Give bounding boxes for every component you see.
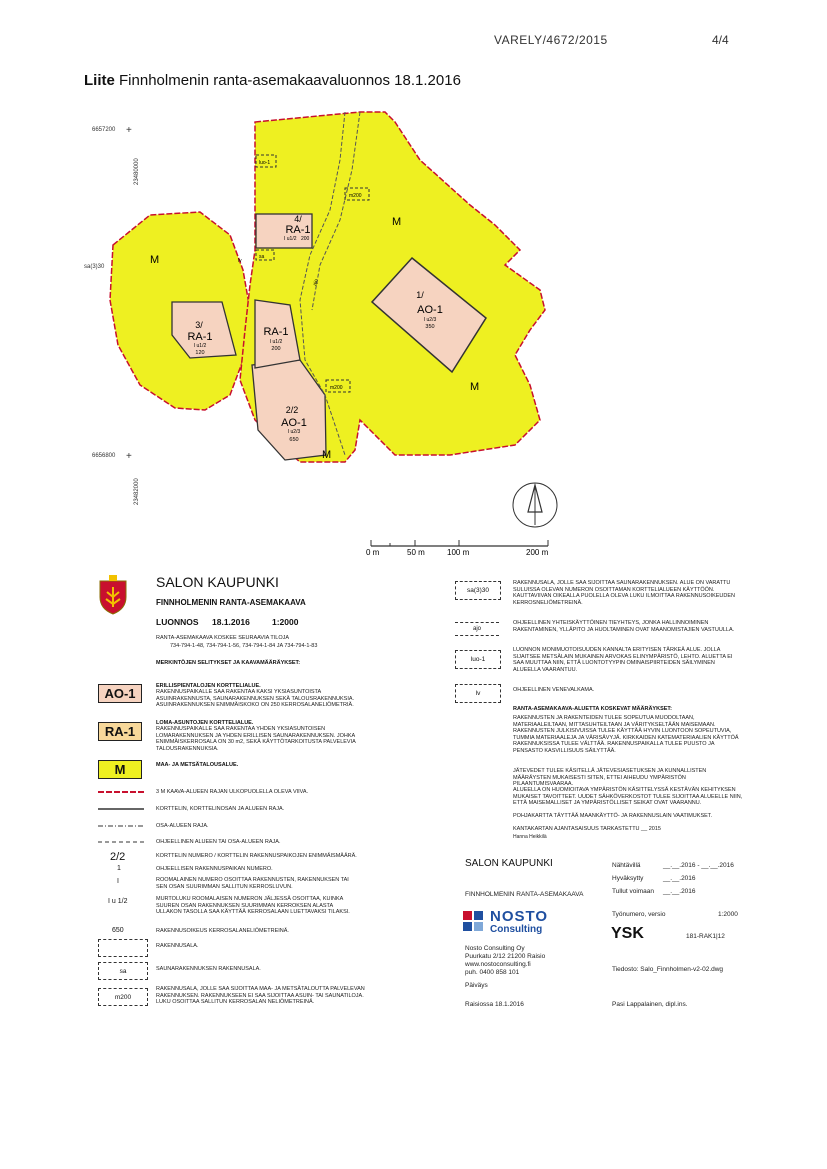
legend-general-4: POHJAKARTTA TÄYTTÄÄ MAANKÄYTTÖ- JA RAKENNUSLAIN VAATIMUKSET. <box>513 813 713 819</box>
tb-file: Tiedosto: Salo_Finnholmen-v2-02.dwg <box>612 966 724 973</box>
label-m200-top: m200 <box>349 193 362 199</box>
legend-sym-block: 2/2 <box>110 851 126 863</box>
page-number: 4/4 <box>712 33 729 47</box>
scale-200: 200 m <box>526 548 549 557</box>
tb-paivays: Päiväys <box>465 982 488 989</box>
ao1-bottom-num: 2/2 <box>285 405 299 415</box>
legend-building-text: RAKENNUSALA. <box>156 943 199 949</box>
legend-line-2: KORTTELIN, KORTTELINOSAN JA ALUEEN RAJA. <box>156 806 285 812</box>
tb-company-2: Consulting <box>490 924 543 935</box>
north-arrow-icon <box>513 483 557 527</box>
legend-sym-fraction: I u 1/2 <box>108 898 128 905</box>
scale-bar <box>371 540 548 546</box>
page-title <box>84 72 461 89</box>
scale-0: 0 m <box>366 548 380 557</box>
zoning-map <box>0 100 827 570</box>
legend-ra1-title: LOMA-ASUNTOJEN KORTTELIALUE. <box>156 720 254 726</box>
ra1-mid-code: RA-1 <box>263 326 289 338</box>
label-m-e: M <box>470 381 480 393</box>
legend-signature: Hanna Heikkilä <box>513 834 547 840</box>
ra1-mid-sub: I u1/2 <box>269 339 283 345</box>
legend-sa-text: SAUNARAKENNUKSEN RAKENNUSALA. <box>156 966 261 972</box>
crosshair-2: + <box>126 451 132 462</box>
tb-place-date: Raisiossa 18.1.2016 <box>465 1001 524 1008</box>
ao1-bottom-area: 650 <box>289 437 299 443</box>
legend-sym-area-text: RAKENNUSOIKEUS KERROSALANELIÖMETREINÄ. <box>156 928 289 934</box>
tb-hyvaksytty-val: __.__.2016 <box>663 875 696 882</box>
scale-50: 50 m <box>407 548 425 557</box>
legend-box-sa: sa <box>98 962 148 980</box>
tb-address-3: www.nostoconsulting.fi <box>465 961 531 968</box>
tb-ysk: YSK <box>611 925 644 942</box>
legend-sym-plot-text: OHJEELLISEN RAKENNUSPAIKAN NUMERO. <box>156 866 273 872</box>
tb-voimaan: Tullut voimaan <box>612 888 655 895</box>
tb-hyvaksytty: Hyväksytty <box>612 875 644 882</box>
legend-parcels: 734-794-1-48, 734-794-1-56, 734-794-1-84 JA 734-794-1-83 <box>170 643 318 649</box>
coord-east-1: 23480000 <box>134 158 140 185</box>
tb-nahtavilla: Nähtävillä <box>612 862 641 869</box>
ra1-top-code: RA-1 <box>285 224 311 236</box>
legend-line-4: OHJEELLINEN ALUEEN TAI OSA-ALUEEN RAJA. <box>156 839 281 845</box>
ra1-left-sub: I u1/2 <box>193 343 207 349</box>
legend-swatch-m: M <box>98 760 142 779</box>
legend-m-title: MAA- JA METSÄTALOUSALUE. <box>156 762 239 768</box>
tb-address-1: Nosto Consulting Oy <box>465 945 525 952</box>
legend-m200-text: RAKENNUSALA, JOLLE SAA SIJOITTAA MAA- JA METSÄTALOUTTA PALVELEVAN RAKENNUKSEN. RAKENNUKSEEN EI SAA SIJOITTAA ASUIN- TAI SAUNATILOJA. LUKU OSOITTAA SALLITUN KERROSALAN NELIÖMETREINÄ. <box>156 986 365 1005</box>
legend-sa330-text: RAKENNUSALA, JOLLE SAA SIJOITTAA SAUNARAKENNUKSEN. ALUE ON VARATTU SULUISSA OLEVAN NUMERON OSOITTAMAN KORTTELIALUEEN KÄYTTÖÖN. KAUTTAVIIVAN OIKEALLA PUOLELLA OLEVA LUKU ILMOITTAA RAKENNUSOIKEUDEN KERROSNELIÖMETREINÄ. <box>513 580 736 606</box>
legend-general-3: ALUEELLA ON HUOMIOITAVA YMPÄRISTÖN KÄSITTELYSSÄ KESTÄVÄN KEHITYKSEN MUKAISET TAVOITTEET. UUDET SÄHKÖVERKOSTOT TULEE SIJOITTAA ALUEELLE NIIN, ETTÄ MAISEMALLISET JA YMPÄRISTÖLLISET SEIKAT OVAT VAARANNU. <box>513 787 743 806</box>
ao1-top-sub: I u2/3 <box>423 317 437 323</box>
legend-line-1: 3 M KAAVA-ALUEEN RAJAN ULKOPUOLELLA OLEVA VIIVA. <box>156 789 309 795</box>
legend-line-3: OSA-ALUEEN RAJA. <box>156 823 209 829</box>
tb-company-1: NOSTO <box>490 908 549 925</box>
title-prefix: Liite <box>84 72 115 89</box>
legend-sym-floors: I <box>117 878 119 885</box>
legend-swatch-ra1: RA-1 <box>98 722 142 741</box>
title-text: Finnholmenin ranta-asemakaavaluonnos 18.1.2016 <box>119 72 461 89</box>
coord-north-1: 6657200 <box>92 127 116 133</box>
crosshair-1: + <box>126 125 132 136</box>
coord-north-2: 6656800 <box>92 453 116 459</box>
label-sa: sa <box>259 254 265 260</box>
tb-address-2: Puurkatu 2/12 21200 Raisio <box>465 953 546 960</box>
coord-east-2: 23482000 <box>134 478 140 505</box>
label-m-west: M <box>150 254 160 266</box>
legend-luo-text: LUONNON MONIMUOTOISUUDEN KANNALTA ERITYISEN TÄRKEÄ ALUE. JOLLA SIJAITSEE METSÄLAIN MUKAINEN ARVOKAS ELINYMPÄRISTÖ, LEHTO. ALUETTA EI SAA MUUTTAA NIIN, ETTÄ LUONTOTYYPIN OMINAISPIIRTEIDEN SÄILYMINEN ALUEELLA VAARANTUU. <box>513 647 733 673</box>
legend-sym-plot: 1 <box>117 865 121 872</box>
ra1-left-code: RA-1 <box>187 331 213 343</box>
tb-plan: FINNHOLMENIN RANTA-ASEMAKAAVA <box>465 891 584 898</box>
label-lv: lv <box>238 258 242 264</box>
tb-city: SALON KAUPUNKI <box>465 858 553 869</box>
ra1-top-sub: I u1/2 <box>284 236 297 242</box>
tb-voimaan-val: __.__.2016 <box>663 888 696 895</box>
legend-marks-heading: MERKINTÖJEN SELITYKSET JA KAAVAMÄÄRÄYKSET: <box>156 660 301 666</box>
label-ajo: ajo <box>312 278 320 287</box>
legend-sym-fraction-text: MURTOLUKU ROOMALAISEN NUMERON JÄLJESSÄ OSOITTAA, KUINKA SUUREN OSAN RAKENNUKSEN SUURIMMAN KERROKSEN ALASTA ULLAKON TASOLLA SAA KÄYTTÄÄ KERROSALAAN LUETTAVAKSI TILAKSI. <box>156 896 350 915</box>
legend-draft: LUONNOS <box>156 617 199 627</box>
document-reference: VARELY/4672/2015 <box>494 33 608 47</box>
ra1-top-num: 4/ <box>294 214 302 224</box>
ao1-top-num: 1/ <box>416 290 424 300</box>
legend-general-heading: RANTA-ASEMAKAAVA-ALUETTA KOSKEVAT MÄÄRÄYKSET: <box>513 706 672 712</box>
coord-west: sa(3)30 <box>84 264 105 270</box>
tb-scale: 1:2000 <box>718 911 738 918</box>
legend-box-building <box>98 939 148 957</box>
legend-concerns: RANTA-ASEMAKAAVA KOSKEE SEURAAVIA TILOJA <box>156 635 290 641</box>
legend-item-ra1 <box>156 720 356 752</box>
legend-line-ajo: ajo <box>455 622 499 636</box>
legend-city: SALON KAUPUNKI <box>156 574 279 590</box>
ra1-left-num: 3/ <box>195 320 203 330</box>
ao1-bottom-sub: I u2/3 <box>287 429 301 435</box>
scale-100: 100 m <box>447 548 470 557</box>
label-m200-bottom: m200 <box>330 385 343 391</box>
salo-coat-of-arms-icon <box>98 575 128 613</box>
label-luo: luo-1 <box>259 160 271 166</box>
nosto-logo-icon <box>463 911 483 931</box>
legend-box-m200: m200 <box>98 988 148 1006</box>
ra1-top-area: 200 <box>301 236 310 242</box>
legend-general-1: RAKENNUSTEN JA RAKENTEIDEN TULEE SOPEUTUA MUODOLTAAN, MATERIAALEILTAAN, MITTASUHTEILTAAN JA VÄRITYKSELTÄÄN MAISEMAAN. RAKENNUSTEN JULKISIVUISSA TULEE KÄYTTÄÄ HYVIN LUONTOON SOPEUTUVIA, TUMMIA MATERIAALEJA JA VÄRISÄVYJÄ. KIRKKAIDEN KATEMATERIAALIEN KÄYTTÖÄ RAKENNUKSISSA TULEE VÄLTTÄÄ. RAKENNUSPAIKALLA TULEE PUUSTO JA PENSASTO KASVILLISUUS SÄILYTTÄÄ. <box>513 715 739 754</box>
ao1-top-code: AO-1 <box>417 304 443 316</box>
ra1-mid-area: 200 <box>271 346 281 352</box>
legend-box-luo: luo-1 <box>455 650 501 669</box>
legend-general-5: KANTAKARTAN AJANTASAISUUS TARKASTETTU __ 2015 <box>513 826 661 832</box>
tb-nahtavilla-val: __.__.2016 - __.__.2016 <box>663 862 734 869</box>
legend-sym-area: 650 <box>112 927 124 934</box>
legend-box-lv: lv <box>455 684 501 703</box>
legend-plan: FINNHOLMENIN RANTA-ASEMAKAAVA <box>156 598 306 607</box>
legend-swatch-ao1: AO-1 <box>98 684 142 703</box>
legend-general-2: JÄTEVEDET TULEE KÄSITELLÄ JÄTEVESIASETUKSEN JA KUNNALLISTEN MÄÄRÄYSTEN MUKAISESTI SITEN, ETTEI AIHEUDU YMPÄRISTÖN PILAANTUMISVAARAA. <box>513 768 707 787</box>
ao1-bottom-code: AO-1 <box>281 417 307 429</box>
label-m-ne: M <box>392 216 402 228</box>
ao1-top-area: 350 <box>425 324 435 330</box>
legend-scale: 1:2000 <box>272 617 299 627</box>
tb-address-4: puh. 0400 858 101 <box>465 969 520 976</box>
legend-ao1-text: RAKENNUSPAIKALLE SAA RAKENTAA KAKSI YKSIASUNTOISTA ASUINRAKENNUSTA, SAUNARAKENNUKSEN SEKÄ TALOUSRAKENNUKSIA. ASUINRAKENNUKSEN ENIMMÄISKOKO ON 250 KERROSALANELIÖMETRIÄ. <box>156 689 355 708</box>
legend-lv-text: OHJEELLINEN VENEVALKAMA. <box>513 687 595 693</box>
ra1-left-area: 120 <box>195 350 205 356</box>
legend-sym-floors-text: ROOMALAINEN NUMERO OSOITTAA RAKENNUSTEN, RAKENNUKSEN TAI SEN OSAN SUURIMMAN SALLITUN KERROSLUVUN. <box>156 877 349 890</box>
legend-sym-block-text: KORTTELIN NUMERO / KORTTELIN RAKENNUSPAIKOJEN ENIMMÄISMÄÄRÄ. <box>156 853 357 859</box>
legend-box-sa330: sa(3)30 <box>455 581 501 600</box>
tb-author: Pasi Lappalainen, dipl.ins. <box>612 1001 688 1008</box>
label-m-s: M <box>322 449 332 461</box>
tb-tyonumero: Työnumero, versio <box>612 911 666 918</box>
legend-ajo-text: OHJEELLINEN YHTEISKÄYTTÖINEN TIEYHTEYS, JONKA HALLINNOIMINEN RAKENTAMINEN, YLLÄPITO JA HUOLTAMINEN OVAT MAANOMISTAJIEN VASTUULLA. <box>513 620 735 633</box>
legend-date: 18.1.2016 <box>212 617 250 627</box>
legend-ao1-title: ERILLISPIENTALOJEN KORTTELIALUE. <box>156 683 261 689</box>
legend-ra1-text: RAKENNUSPAIKALLE SAA RAKENTAA YHDEN YKSIASUNTOISEN LOMARAKENNUKSEN JA YHDEN ERILLISEN SAUNARAKENNUKSEN. JOHKA ENIMMÄISKERROSALA ON 30 m2, SEKÄ KÄYTTÖTARKOITUSTA PALVELEVIA TALOUSRAKENNUKSIA. <box>156 726 356 752</box>
tb-work-id: 181-RAK1|12 <box>686 933 725 940</box>
legend-item-ao1 <box>156 683 356 709</box>
